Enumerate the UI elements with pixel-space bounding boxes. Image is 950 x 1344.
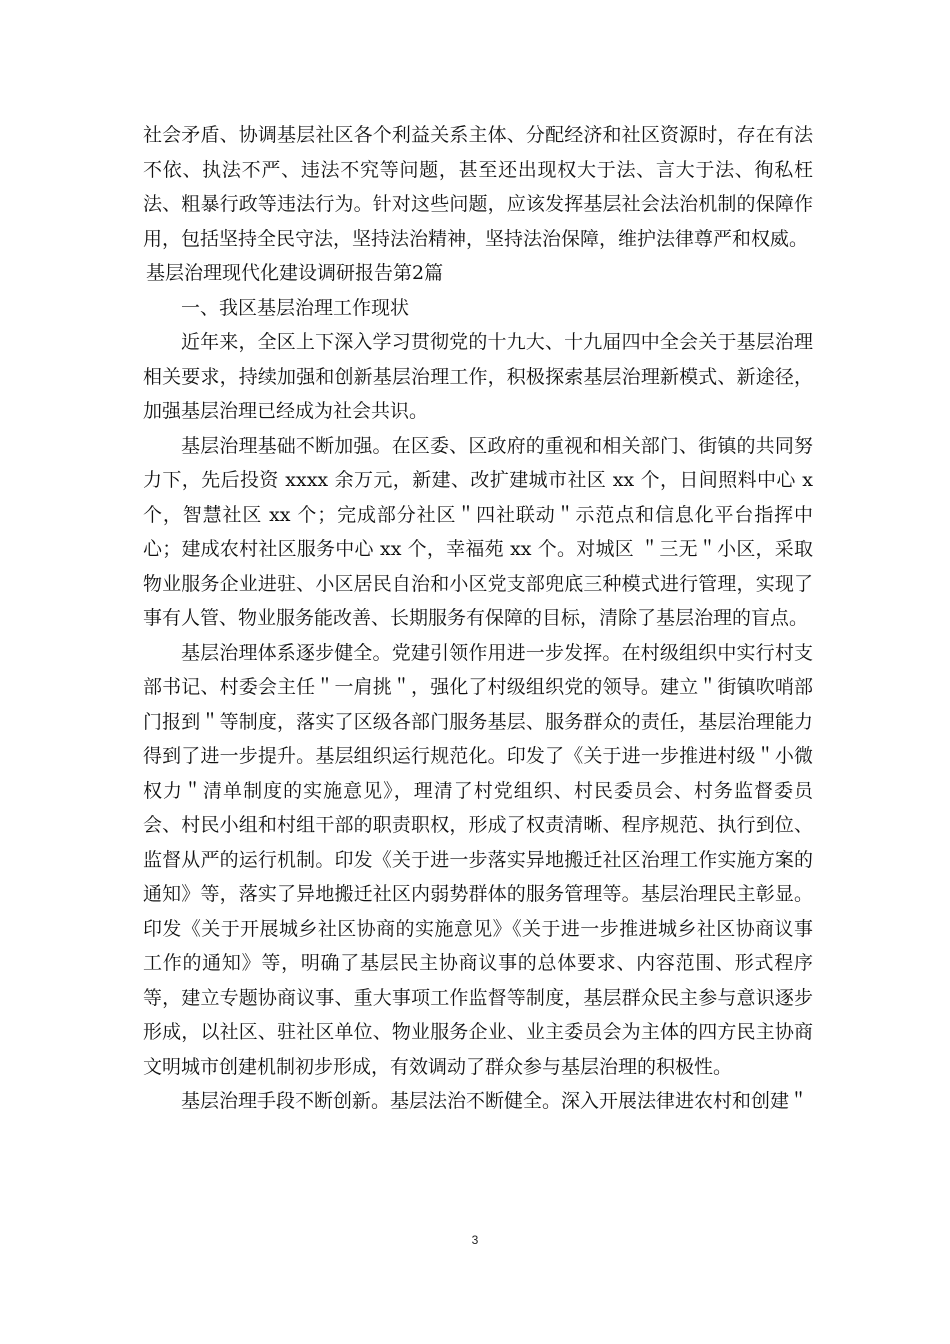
- report-title: 基层治理现代化建设调研报告第2篇: [146, 262, 444, 284]
- paragraph-system: 基层治理体系逐步健全。党建引领作用进一步发挥。在村级组织中实行村支部书记、村委会主任＂一肩挑＂，强化了村级组织党的领导。建立＂街镇吹哨部门报到＂等制度，落实了区级各部门服务基层、服务群众的责任，基层治理能力得到了进一步提升。基层组织运行规范化。印发了《关于进一步推进村级＂小微权力＂清单制度的实施意见》，理清了村党组织、村民委员会、村务监督委员会、村民小组和村组干部的职责职权，形成了权责清晰、程序规范、执行到位、监督从严的运行机制。印发《关于进一步落实异地搬迁社区治理工作实施方案的通知》等，落实了异地搬迁社区内弱势群体的服务管理等。基层治理民主彰显。印发《关于开展城乡社区协商的实施意见》《关于进一步推进城乡社区协商议事工作的通知》等，明确了基层民主协商议事的总体要求、内容范围、形式程序等，建立专题协商议事、重大事项工作监督等制度，基层群众民主参与意识逐步形成，以社区、驻社区单位、物业服务企业、业主委员会为主体的四方民主协商文明城市创建机制初步形成，有效调动了群众参与基层治理的积极性。: [143, 641, 813, 1078]
- page-number: 3: [471, 1233, 479, 1247]
- paragraph-methods: 基层治理手段不断创新。基层法治不断健全。深入开展法律进农村和创建＂: [181, 1090, 809, 1112]
- section-heading: 一、我区基层治理工作现状: [181, 296, 410, 319]
- paragraph-continuation: 社会矛盾、协调基层社区各个利益关系主体、分配经济和社区资源时，存在有法不依、执法不严、违法不究等问题，甚至还出现权大于法、言大于法、徇私枉法、粗暴行政等违法行为。针对这些问题，应该发挥基层社会法治机制的保障作用，包括坚持全民守法，坚持法治精神，坚持法治保障，维护法律尊严和权威。: [143, 124, 813, 250]
- paragraph-foundation: 基层治理基础不断加强。在区委、区政府的重视和相关部门、街镇的共同努力下，先后投资 xxxx 余万元，新建、改扩建城市社区 xx 个，日间照料中心 x 个，智慧社区 xx 个；完成部分社区＂四社联动＂示范点和信息化平台指挥中心；建成农村社区服务中心 xx 个，幸福苑 xx 个。对城区 ＂三无＂小区，采取物业服务企业进驻、小区居民自治和小区党支部兜底三种模式进行管理，实现了事有人管、物业服务能改善、长期服务有保障的目标，清除了基层治理的盲点。: [143, 434, 813, 629]
- document-body: [143, 118, 813, 1119]
- paragraph-intro: 近年来，全区上下深入学习贯彻党的十九大、十九届四中全会关于基层治理相关要求，持续加强和创新基层治理工作，积极探索基层治理新模式、新途径，加强基层治理已经成为社会共识。: [143, 331, 813, 422]
